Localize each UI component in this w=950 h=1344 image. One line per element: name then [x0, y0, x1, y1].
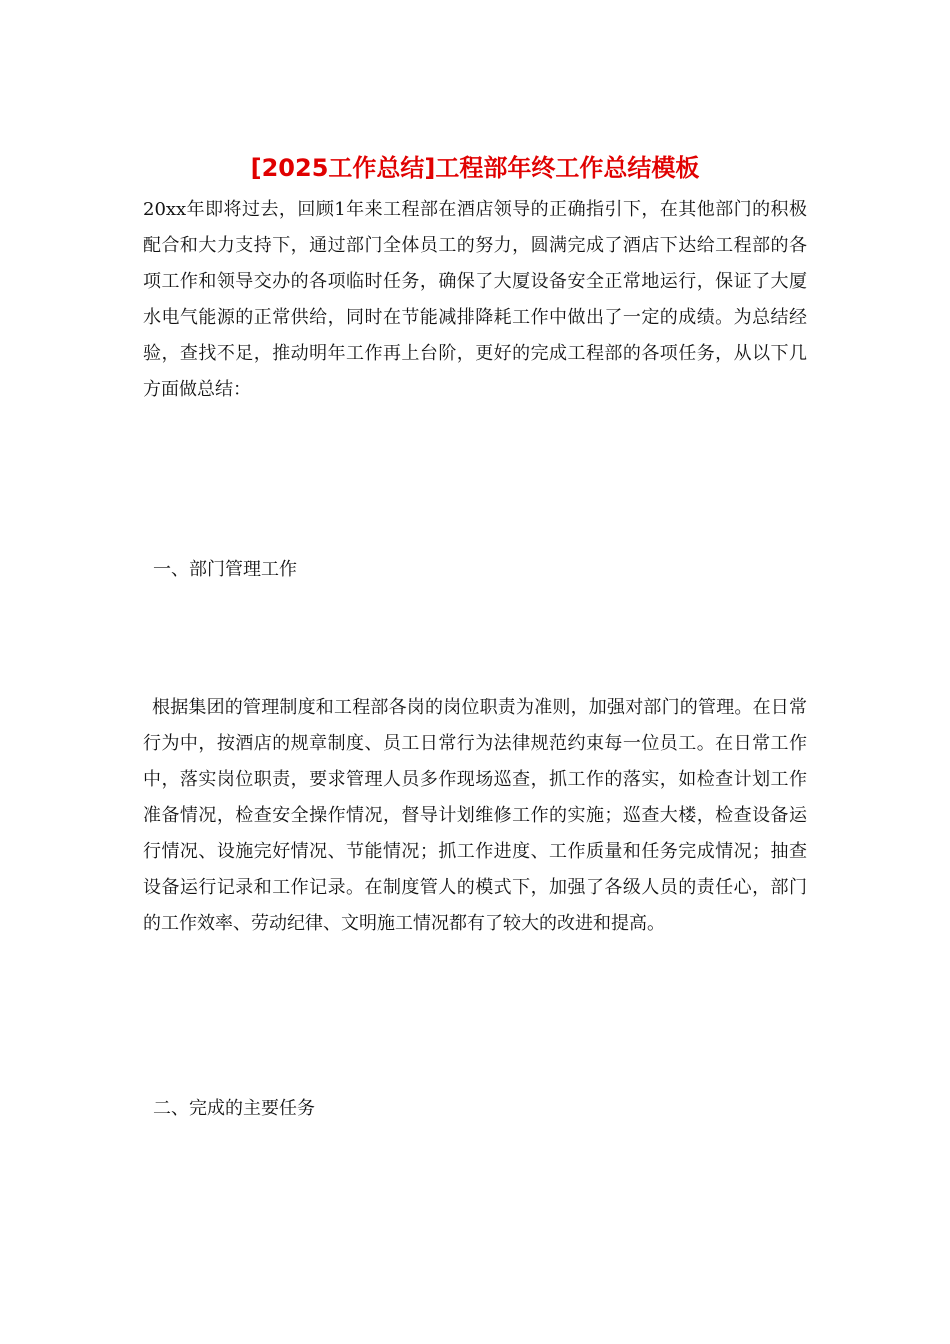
section-heading-main-tasks: 二、完成的主要任务	[153, 1098, 315, 1119]
document-title: [2025工作总结]工程部年终工作总结模板	[250, 154, 700, 182]
intro-paragraph: 20xx年即将过去，回顾1年来工程部在酒店领导的正确指引下，在其他部门的积极配合和大力支持下，通过部门全体员工的努力，圆满完成了酒店下达给工程部的各项工作和领导交办的各项临时任务，确保了大厦设备安全正常地运行，保证了大厦水电气能源的正常供给，同时在节能减排降耗工作中做出了一定的成绩。为总结经验，查找不足，推动明年工作再上台阶，更好的完成工程部的各项任务，从以下几方面做总结：	[143, 199, 807, 400]
section-heading-department-management: 一、部门管理工作	[153, 559, 297, 580]
section-body-department-management: 根据集团的管理制度和工程部各岗的岗位职责为准则，加强对部门的管理。在日常行为中，按酒店的规章制度、员工日常行为法律规范约束每一位员工。在日常工作中，落实岗位职责，要求管理人员多作现场巡查，抓工作的落实，如检查计划工作准备情况，检查安全操作情况，督导计划维修工作的实施；巡查大楼，检查设备运行情况、设施完好情况、节能情况；抓工作进度、工作质量和任务完成情况；抽查设备运行记录和工作记录。在制度管人的模式下，加强了各级人员的责任心，部门的工作效率、劳动纪律、文明施工情况都有了较大的改进和提高。	[143, 697, 807, 934]
